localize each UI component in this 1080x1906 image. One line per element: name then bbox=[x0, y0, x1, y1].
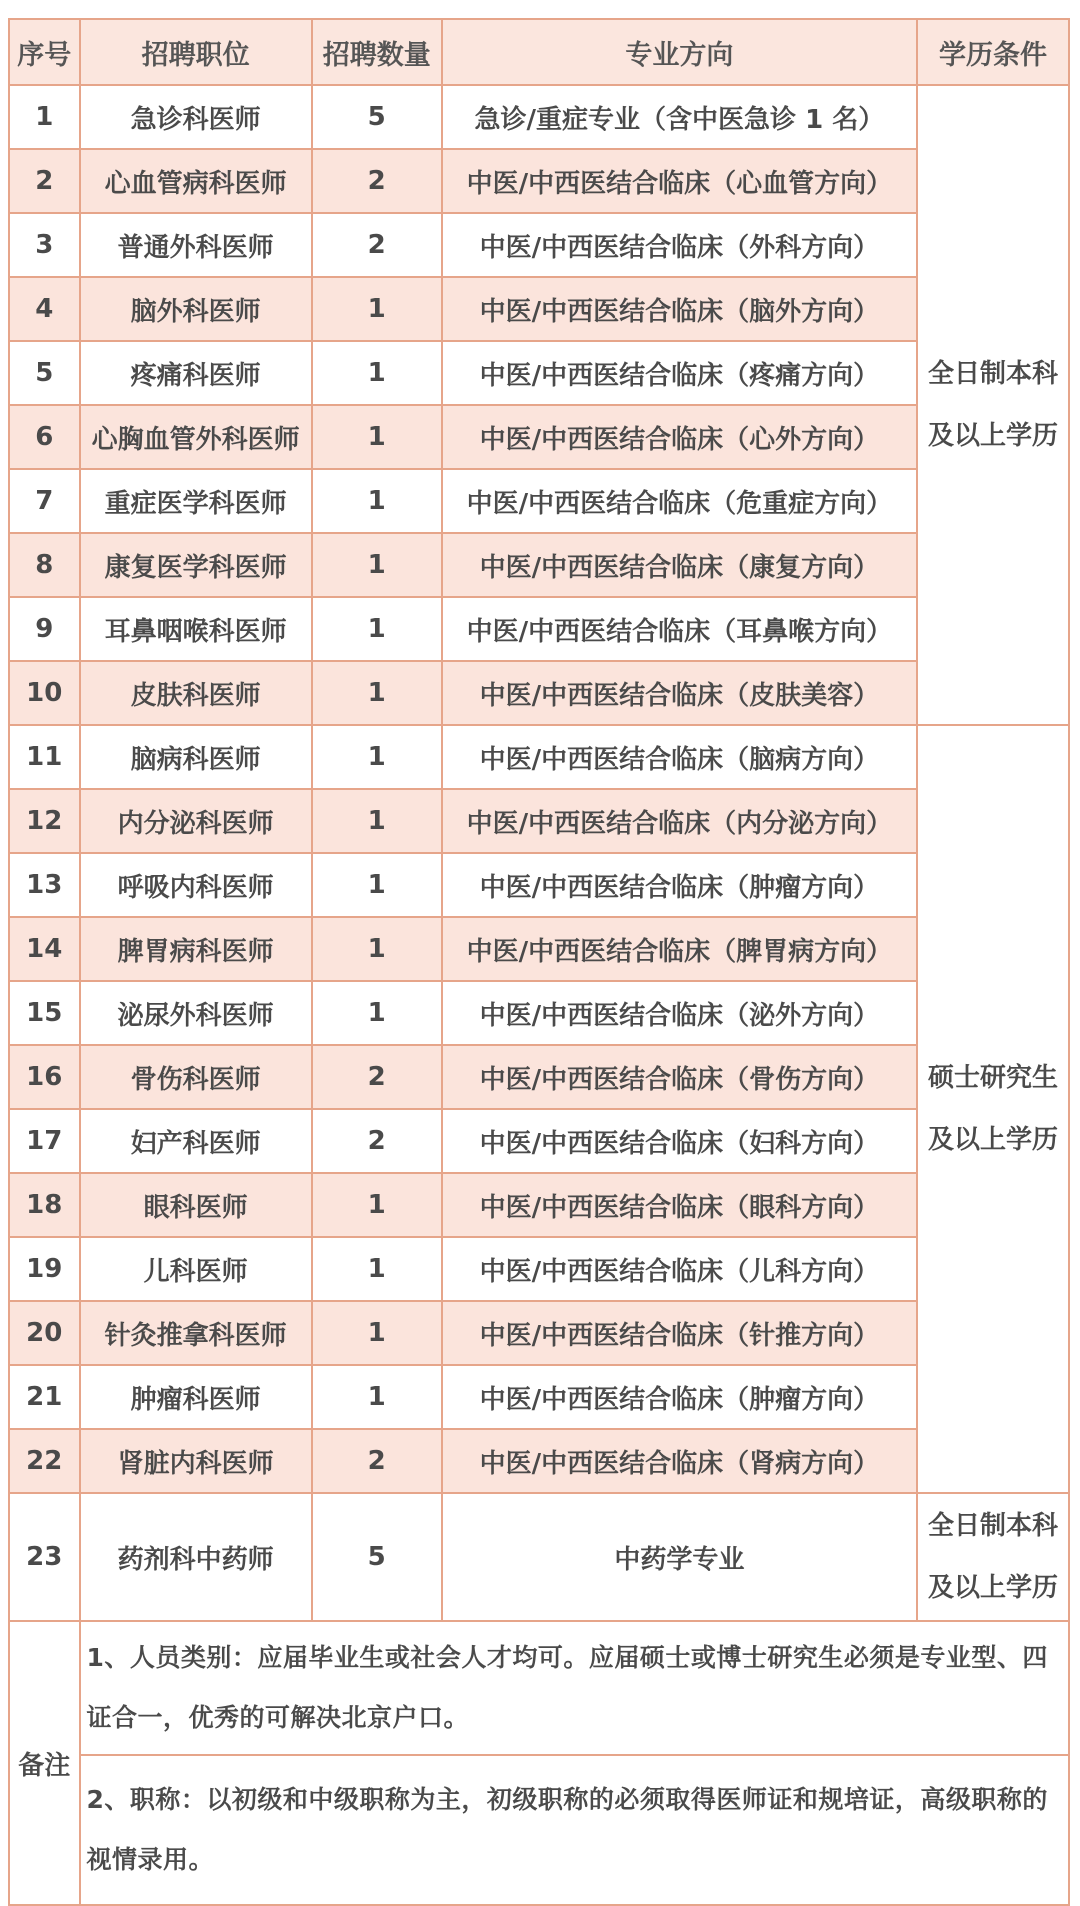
row-index: 13 bbox=[9, 853, 80, 917]
education-requirement bbox=[917, 1493, 1069, 1621]
table-row bbox=[9, 917, 1069, 981]
row-count: 1 bbox=[312, 853, 442, 917]
row-count: 5 bbox=[312, 85, 442, 149]
header-position: 招聘职位 bbox=[80, 19, 312, 85]
row-major: 中医/中西医结合临床（骨伤方向） bbox=[442, 1045, 917, 1109]
education-line: 及以上学历 bbox=[928, 1573, 1059, 1603]
row-index: 15 bbox=[9, 981, 80, 1045]
row-count: 1 bbox=[312, 1173, 442, 1237]
row-count: 1 bbox=[312, 469, 442, 533]
table-row bbox=[9, 1237, 1069, 1301]
header-row bbox=[9, 19, 1069, 85]
header-index: 序号 bbox=[9, 19, 80, 85]
row-count: 2 bbox=[312, 213, 442, 277]
row-position: 内分泌科医师 bbox=[80, 789, 312, 853]
row-index: 11 bbox=[9, 725, 80, 789]
row-index: 20 bbox=[9, 1301, 80, 1365]
row-major: 中医/中西医结合临床（疼痛方向） bbox=[442, 341, 917, 405]
row-index: 12 bbox=[9, 789, 80, 853]
notes-label: 备注 bbox=[9, 1621, 80, 1905]
row-position: 呼吸内科医师 bbox=[80, 853, 312, 917]
row-count: 1 bbox=[312, 533, 442, 597]
row-count: 1 bbox=[312, 341, 442, 405]
row-count: 1 bbox=[312, 661, 442, 725]
row-major: 中医/中西医结合临床（脑病方向） bbox=[442, 725, 917, 789]
row-position: 脑病科医师 bbox=[80, 725, 312, 789]
table-row bbox=[9, 213, 1069, 277]
row-index: 1 bbox=[9, 85, 80, 149]
education-requirement bbox=[917, 85, 1069, 725]
table-row bbox=[9, 1301, 1069, 1365]
table-row bbox=[9, 85, 1069, 149]
table-row bbox=[9, 341, 1069, 405]
row-major: 中医/中西医结合临床（危重症方向） bbox=[442, 469, 917, 533]
row-position: 骨伤科医师 bbox=[80, 1045, 312, 1109]
note-text: 1、人员类别：应届毕业生或社会人才均可。应届硕士或博士研究生必须是专业型、四证合一，优秀的可解决北京户口。 bbox=[80, 1621, 1070, 1755]
row-index: 16 bbox=[9, 1045, 80, 1109]
row-major: 中医/中西医结合临床（耳鼻喉方向） bbox=[442, 597, 917, 661]
row-position: 心胸血管外科医师 bbox=[80, 405, 312, 469]
header-education: 学历条件 bbox=[917, 19, 1069, 85]
row-index: 18 bbox=[9, 1173, 80, 1237]
row-index: 4 bbox=[9, 277, 80, 341]
row-index: 17 bbox=[9, 1109, 80, 1173]
table-row bbox=[9, 597, 1069, 661]
table-row bbox=[9, 853, 1069, 917]
row-count: 1 bbox=[312, 917, 442, 981]
row-count: 1 bbox=[312, 597, 442, 661]
education-line: 全日制本科 bbox=[928, 359, 1059, 389]
notes-row bbox=[9, 1755, 1069, 1905]
row-index: 19 bbox=[9, 1237, 80, 1301]
row-index: 3 bbox=[9, 213, 80, 277]
row-count: 1 bbox=[312, 405, 442, 469]
row-count: 2 bbox=[312, 1109, 442, 1173]
row-count: 1 bbox=[312, 1365, 442, 1429]
row-major: 中医/中西医结合临床（眼科方向） bbox=[442, 1173, 917, 1237]
row-count: 1 bbox=[312, 1237, 442, 1301]
header-count: 招聘数量 bbox=[312, 19, 442, 85]
note-text: 2、职称：以初级和中级职称为主，初级职称的必须取得医师证和规培证，高级职称的视情录用。 bbox=[80, 1755, 1070, 1905]
row-count: 1 bbox=[312, 981, 442, 1045]
row-index: 22 bbox=[9, 1429, 80, 1493]
row-major: 中医/中西医结合临床（儿科方向） bbox=[442, 1237, 917, 1301]
row-major: 中医/中西医结合临床（妇科方向） bbox=[442, 1109, 917, 1173]
row-count: 2 bbox=[312, 1045, 442, 1109]
table-row bbox=[9, 725, 1069, 789]
row-index: 10 bbox=[9, 661, 80, 725]
row-major: 中医/中西医结合临床（脾胃病方向） bbox=[442, 917, 917, 981]
row-major: 中医/中西医结合临床（内分泌方向） bbox=[442, 789, 917, 853]
table-row bbox=[9, 149, 1069, 213]
row-position: 心血管病科医师 bbox=[80, 149, 312, 213]
row-index: 23 bbox=[9, 1493, 80, 1621]
row-major: 中医/中西医结合临床（皮肤美容） bbox=[442, 661, 917, 725]
table-row bbox=[9, 469, 1069, 533]
row-position: 普通外科医师 bbox=[80, 213, 312, 277]
table-row bbox=[9, 1045, 1069, 1109]
row-position: 泌尿外科医师 bbox=[80, 981, 312, 1045]
table-row bbox=[9, 1173, 1069, 1237]
row-index: 6 bbox=[9, 405, 80, 469]
row-major: 中医/中西医结合临床（心外方向） bbox=[442, 405, 917, 469]
row-position: 耳鼻咽喉科医师 bbox=[80, 597, 312, 661]
row-major: 中药学专业 bbox=[442, 1493, 917, 1621]
table-row bbox=[9, 405, 1069, 469]
row-index: 2 bbox=[9, 149, 80, 213]
row-major: 中医/中西医结合临床（康复方向） bbox=[442, 533, 917, 597]
row-count: 2 bbox=[312, 1429, 442, 1493]
row-major: 中医/中西医结合临床（心血管方向） bbox=[442, 149, 917, 213]
education-line: 及以上学历 bbox=[928, 421, 1059, 451]
row-index: 8 bbox=[9, 533, 80, 597]
row-major: 中医/中西医结合临床（肾病方向） bbox=[442, 1429, 917, 1493]
recruitment-table bbox=[8, 18, 1070, 1906]
row-position: 皮肤科医师 bbox=[80, 661, 312, 725]
table-row bbox=[9, 1109, 1069, 1173]
header-major: 专业方向 bbox=[442, 19, 917, 85]
row-major: 中医/中西医结合临床（脑外方向） bbox=[442, 277, 917, 341]
table-row bbox=[9, 1493, 1069, 1621]
row-position: 妇产科医师 bbox=[80, 1109, 312, 1173]
row-major: 中医/中西医结合临床（泌外方向） bbox=[442, 981, 917, 1045]
row-position: 疼痛科医师 bbox=[80, 341, 312, 405]
row-count: 1 bbox=[312, 277, 442, 341]
row-position: 脑外科医师 bbox=[80, 277, 312, 341]
row-position: 脾胃病科医师 bbox=[80, 917, 312, 981]
row-count: 1 bbox=[312, 725, 442, 789]
row-major: 中医/中西医结合临床（肿瘤方向） bbox=[442, 853, 917, 917]
table-row bbox=[9, 1365, 1069, 1429]
table-row bbox=[9, 1429, 1069, 1493]
row-major: 中医/中西医结合临床（肿瘤方向） bbox=[442, 1365, 917, 1429]
row-index: 21 bbox=[9, 1365, 80, 1429]
row-index: 14 bbox=[9, 917, 80, 981]
education-line: 及以上学历 bbox=[928, 1125, 1059, 1155]
row-index: 9 bbox=[9, 597, 80, 661]
table-row bbox=[9, 277, 1069, 341]
row-major: 中医/中西医结合临床（针推方向） bbox=[442, 1301, 917, 1365]
row-count: 1 bbox=[312, 789, 442, 853]
row-index: 7 bbox=[9, 469, 80, 533]
education-line: 硕士研究生 bbox=[928, 1063, 1059, 1093]
notes-row bbox=[9, 1621, 1069, 1755]
row-index: 5 bbox=[9, 341, 80, 405]
table-row bbox=[9, 789, 1069, 853]
row-count: 5 bbox=[312, 1493, 442, 1621]
row-position: 针灸推拿科医师 bbox=[80, 1301, 312, 1365]
row-position: 康复医学科医师 bbox=[80, 533, 312, 597]
row-position: 药剂科中药师 bbox=[80, 1493, 312, 1621]
row-count: 2 bbox=[312, 149, 442, 213]
row-position: 急诊科医师 bbox=[80, 85, 312, 149]
row-position: 重症医学科医师 bbox=[80, 469, 312, 533]
row-major: 急诊/重症专业（含中医急诊 1 名） bbox=[442, 85, 917, 149]
row-position: 肾脏内科医师 bbox=[80, 1429, 312, 1493]
table-row bbox=[9, 533, 1069, 597]
education-requirement bbox=[917, 725, 1069, 1493]
row-count: 1 bbox=[312, 1301, 442, 1365]
row-position: 眼科医师 bbox=[80, 1173, 312, 1237]
table-row bbox=[9, 981, 1069, 1045]
education-line: 全日制本科 bbox=[928, 1511, 1059, 1541]
row-position: 儿科医师 bbox=[80, 1237, 312, 1301]
row-position: 肿瘤科医师 bbox=[80, 1365, 312, 1429]
row-major: 中医/中西医结合临床（外科方向） bbox=[442, 213, 917, 277]
table-row bbox=[9, 661, 1069, 725]
